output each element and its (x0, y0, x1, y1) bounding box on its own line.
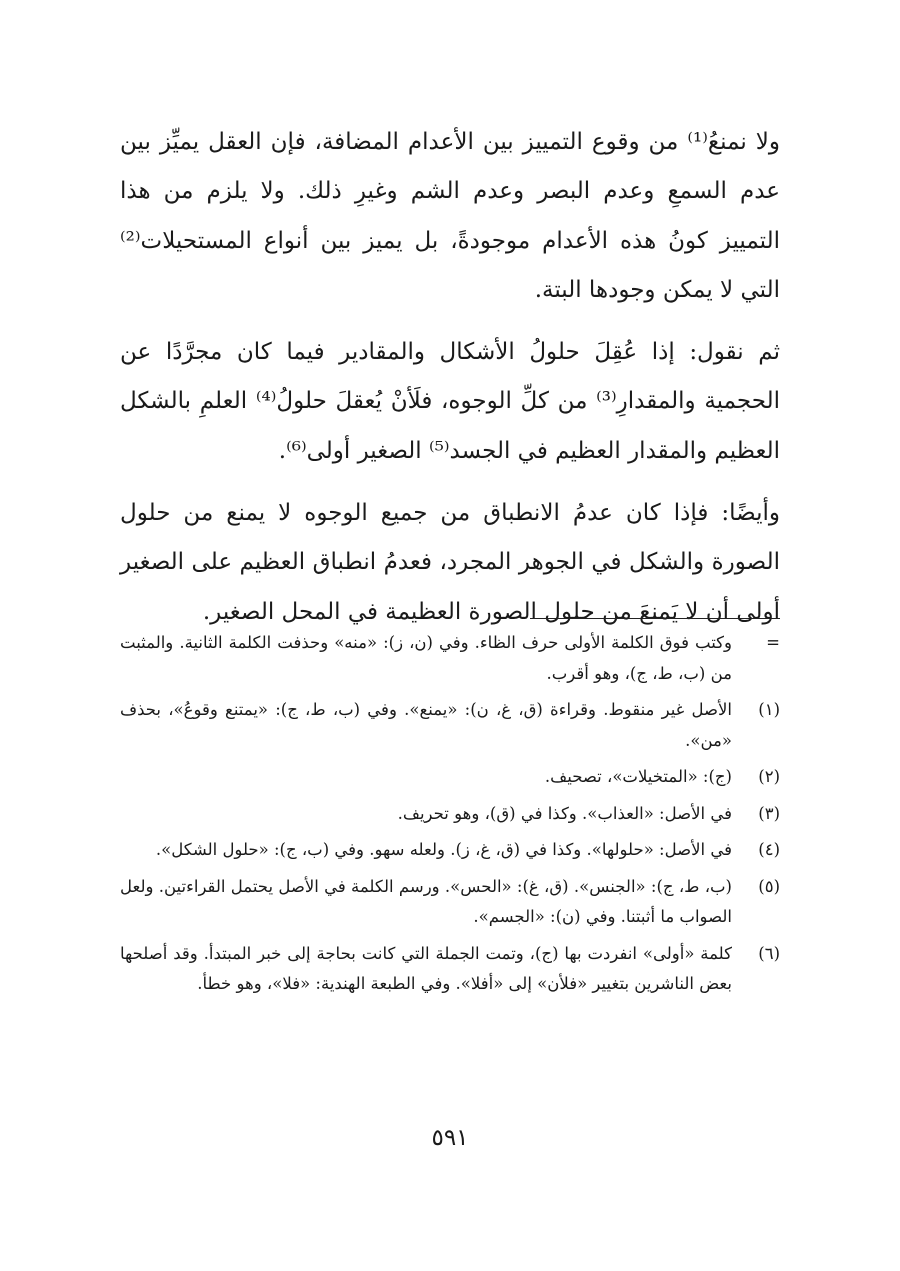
paragraph-1: ولا نمنعُ⁽¹⁾ من وقوع التمييز بين الأعدام المضافة، فإن العقل يميِّز بين عدم السمعِ وعدم البصر وعدم الشم وغيرِ ذلك. ولا يلزم من هذا التمييز كونُ هذه الأعدام موجودةً، بل يميز بين أنواع المستحيلات⁽²⁾ التي لا يمكن وجودها البتة. (120, 129, 780, 303)
footnotes (120, 628, 780, 1006)
footnote-text: (ب، ط، ج): «الجنس». (ق، غ): «الحس». ورسم الكلمة في الأصل يحتمل القراءتين. ولعل الصواب ما أثبتنا. وفي (ن): «الجسم». (120, 876, 732, 926)
footnote-divider (530, 618, 780, 619)
footnote-text: في الأصل: «حلولها». وكذا في (ق، غ، ز). ولعله سهو. وفي (ب، ج): «حلول الشكل». (155, 840, 732, 859)
footnote-2 (120, 762, 780, 793)
main-text (120, 118, 780, 650)
footnote-3 (120, 799, 780, 830)
footnote-text: كلمة «أولى» انفردت بها (ج)، وتمت الجملة التي كانت بحاجة إلى خبر المبتدأ. وقد أصلحها بعض الناشرين بتغيير «فلأن» إلى «أفلا». وفي الطبعة الهندية: «فلا»، وهو خطأ. (120, 943, 732, 993)
footnote-mark: = (766, 633, 780, 652)
footnote-6 (120, 939, 780, 1000)
footnote-text: الأصل غير منقوط. وقراءة (ق، غ، ن): «يمنع». وفي (ب، ط، ج): «يمتنع وقوعُ»، بحذف «من». (120, 700, 732, 750)
footnote-mark: (٢) (758, 767, 780, 786)
footnote-mark: (٥) (758, 876, 780, 896)
footnote-mark: (٣) (758, 803, 780, 823)
footnote-continued (120, 628, 780, 689)
paragraph-3: وأيضًا: فإذا كان عدمُ الانطباق من جميع الوجوه لا يمنع من حلول الصورة والشكل في الجوهر المجرد، فعدمُ انطباق العظيم على الصغير أولى أن لا يَمنعَ من حلول الصورة العظيمة في المحل الصغير. (120, 500, 780, 625)
footnote-text: وكتب فوق الكلمة الأولى حرف الظاء. وفي (ن، ز): «منه» وحذفت الكلمة الثانية. والمثبت من (ب، ط، ج)، وهو أقرب. (120, 633, 732, 683)
page-number: ٥٩١ (431, 1125, 469, 1151)
footnote-mark: (٦) (758, 943, 780, 963)
footnote-text: في الأصل: «العذاب». وكذا في (ق)، وهو تحريف. (397, 803, 732, 823)
footnote-1 (120, 695, 780, 756)
footnote-mark: (١) (758, 700, 780, 719)
footnote-4 (120, 835, 780, 866)
footnote-5 (120, 872, 780, 933)
footnote-text: (ج): «المتخيلات»، تصحيف. (544, 767, 732, 786)
paragraph-2: ثم نقول: إذا عُقِلَ حلولُ الأشكال والمقادير فيما كان مجرَّدًا عن الحجمية والمقدارِ⁽³⁾ من كلِّ الوجوه، فلَأنْ يُعقلَ حلولُ⁽⁴⁾ العلمِ بالشكل العظيم والمقدار العظيم في الجسد⁽⁵⁾ الصغير أولى⁽⁶⁾. (120, 339, 780, 464)
footnote-mark: (٤) (758, 840, 780, 859)
